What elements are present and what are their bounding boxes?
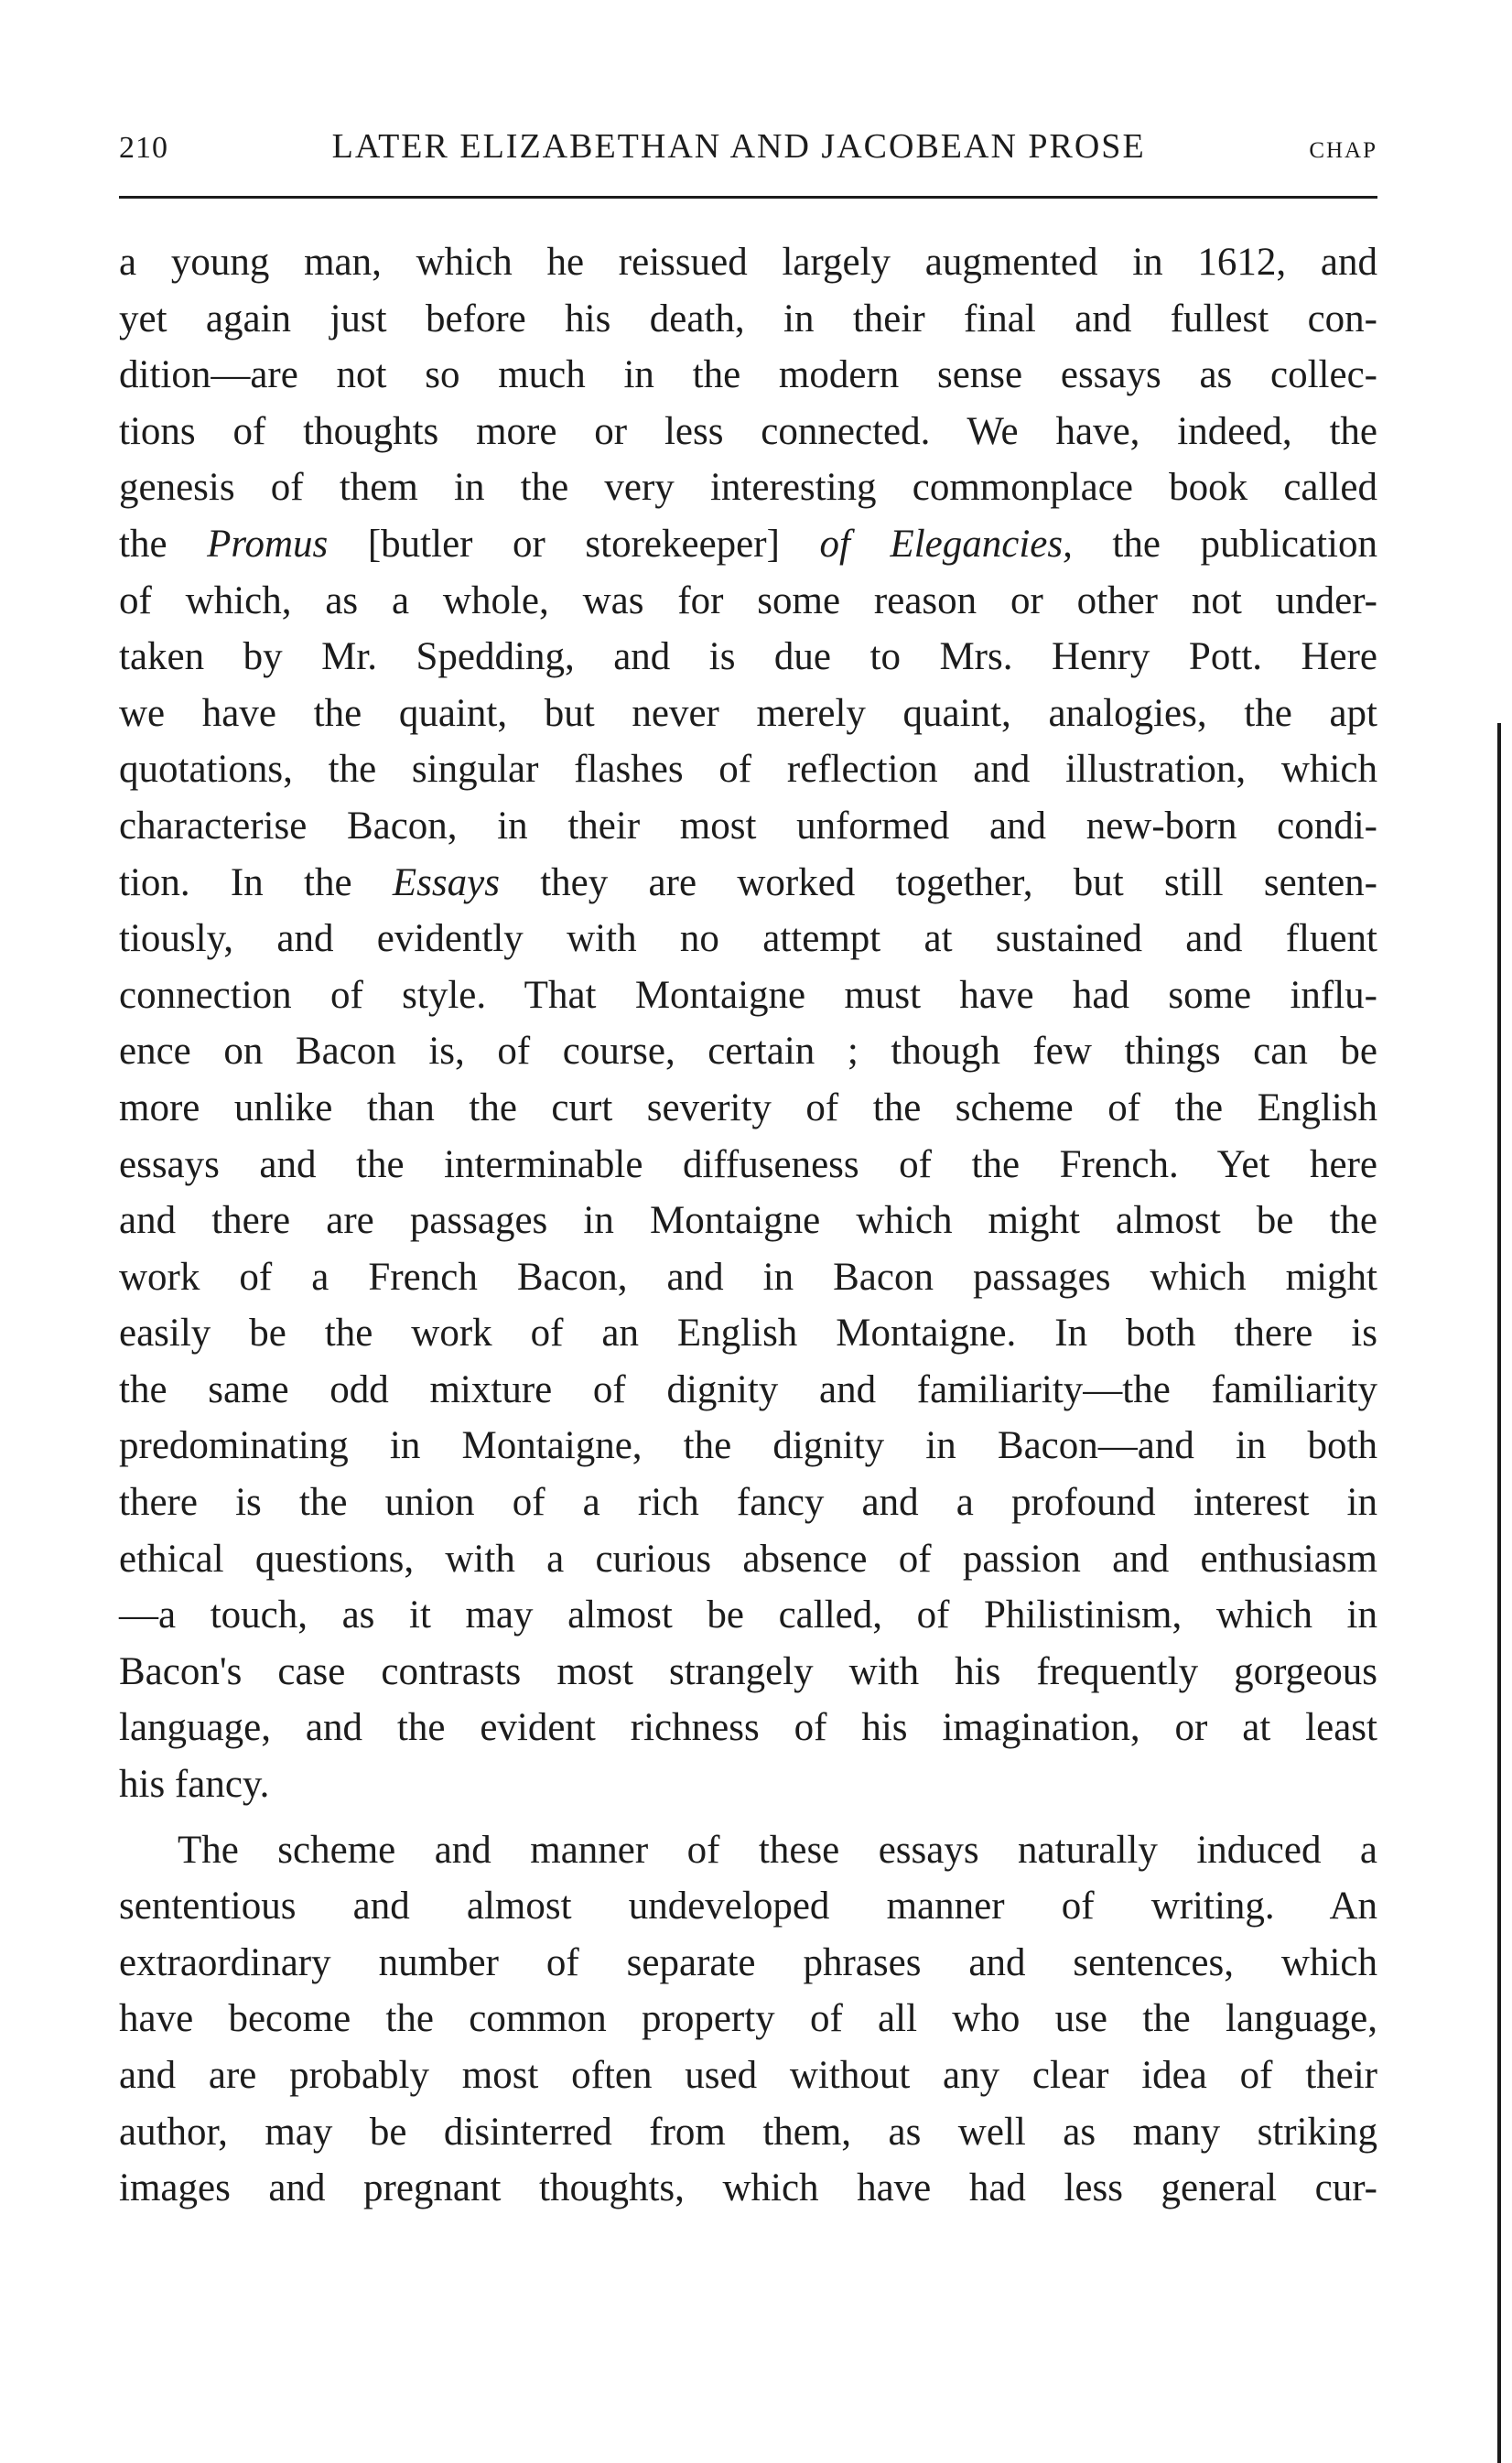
text-line: work of a French Bacon, and in Bacon passages which might: [119, 1255, 1377, 1299]
text-line: [119, 516, 1377, 573]
text-line: tions of thoughts more or less connected. We have, indeed, the: [119, 409, 1377, 453]
text-line: and there are passages in Montaigne which might almost be the: [119, 1199, 1377, 1243]
text-line: connection of style. That Montaigne must have had some influ-: [119, 973, 1377, 1017]
text-segment: the: [119, 522, 208, 566]
text-line: essays and the interminable diffuseness of the French. Yet here: [119, 1142, 1377, 1186]
text-line: characterise Bacon, in their most unformed and new-born condi-: [119, 804, 1377, 848]
text-segment: [butler or storekeeper]: [328, 522, 820, 566]
text-line: more unlike than the curt severity of the scheme of the English: [119, 1086, 1377, 1129]
text-line: quotations, the singular flashes of reflection and illustration, which: [119, 748, 1377, 792]
text-line: images and pregnant thoughts, which have had less general cur-: [119, 2166, 1377, 2210]
text-line: a young man, which he reissued largely augmented in 1612, and: [119, 241, 1377, 284]
text-line: [119, 855, 1377, 912]
header-rule: [119, 196, 1377, 199]
text-line: taken by Mr. Spedding, and is due to Mrs. Henry Pott. Here: [119, 635, 1377, 679]
text-line: there is the union of a rich fancy and a profound interest in: [119, 1481, 1377, 1525]
text-line: sententious and almost undeveloped manner of writing. An: [119, 1885, 1377, 1928]
binding-edge: [1497, 723, 1501, 2463]
text-line: ethical questions, with a curious absence of passion and enthusiasm: [119, 1537, 1377, 1581]
text-line: dition—are not so much in the modern sense essays as collec-: [119, 353, 1377, 397]
text-line: yet again just before his death, in their final and fullest con-: [119, 297, 1377, 340]
text-line: predominating in Montaigne, the dignity in Bacon—and in both: [119, 1424, 1377, 1468]
italic-title-promus: Promus: [207, 522, 329, 566]
text-segment: they are worked together, but still senten-: [499, 860, 1378, 904]
paragraph-end-line: his fancy.: [119, 1763, 270, 1807]
text-line: we have the quaint, but never merely quaint, analogies, the apt: [119, 691, 1377, 735]
text-segment: tion. In the: [119, 860, 393, 904]
text-line: Bacon's case contrasts most strangely with his frequently gorgeous: [119, 1649, 1377, 1693]
text-line: author, may be disinterred from them, as well as many striking: [119, 2110, 1377, 2154]
text-line: —a touch, as it may almost be called, of Philistinism, which in: [119, 1593, 1377, 1637]
text-line: of which, as a whole, was for some reason or other not under-: [119, 578, 1377, 622]
paragraph-start-line: The scheme and manner of these essays naturally induced a: [178, 1828, 1377, 1872]
text-line: language, and the evident richness of his imagination, or at least: [119, 1706, 1377, 1750]
text-line: ence on Bacon is, of course, certain ; though few things can be: [119, 1030, 1377, 1074]
italic-title-elegancies: of Elegancies,: [819, 522, 1073, 566]
text-line: extraordinary number of separate phrases and sentences, which: [119, 1940, 1377, 1984]
running-title: LATER ELIZABETHAN AND JACOBEAN PROSE: [331, 127, 1146, 166]
text-segment: the publication: [1072, 522, 1377, 566]
running-head: [119, 126, 1377, 181]
text-line: tiously, and evidently with no attempt at sustained and fluent: [119, 917, 1377, 961]
text-line: easily be the work of an English Montaigne. In both there is: [119, 1312, 1377, 1356]
body-text: [119, 234, 1377, 2217]
text-line: and are probably most often used without any clear idea of their: [119, 2054, 1377, 2097]
italic-title-essays: Essays: [392, 860, 500, 904]
page-number: 210: [119, 131, 168, 165]
text-line: genesis of them in the very interesting commonplace book called: [119, 466, 1377, 510]
text-line: have become the common property of all who use the language,: [119, 1997, 1377, 2041]
text-line: the same odd mixture of dignity and familiarity—the familiarity: [119, 1367, 1377, 1411]
chapter-abbreviation: CHAP: [1309, 138, 1377, 163]
